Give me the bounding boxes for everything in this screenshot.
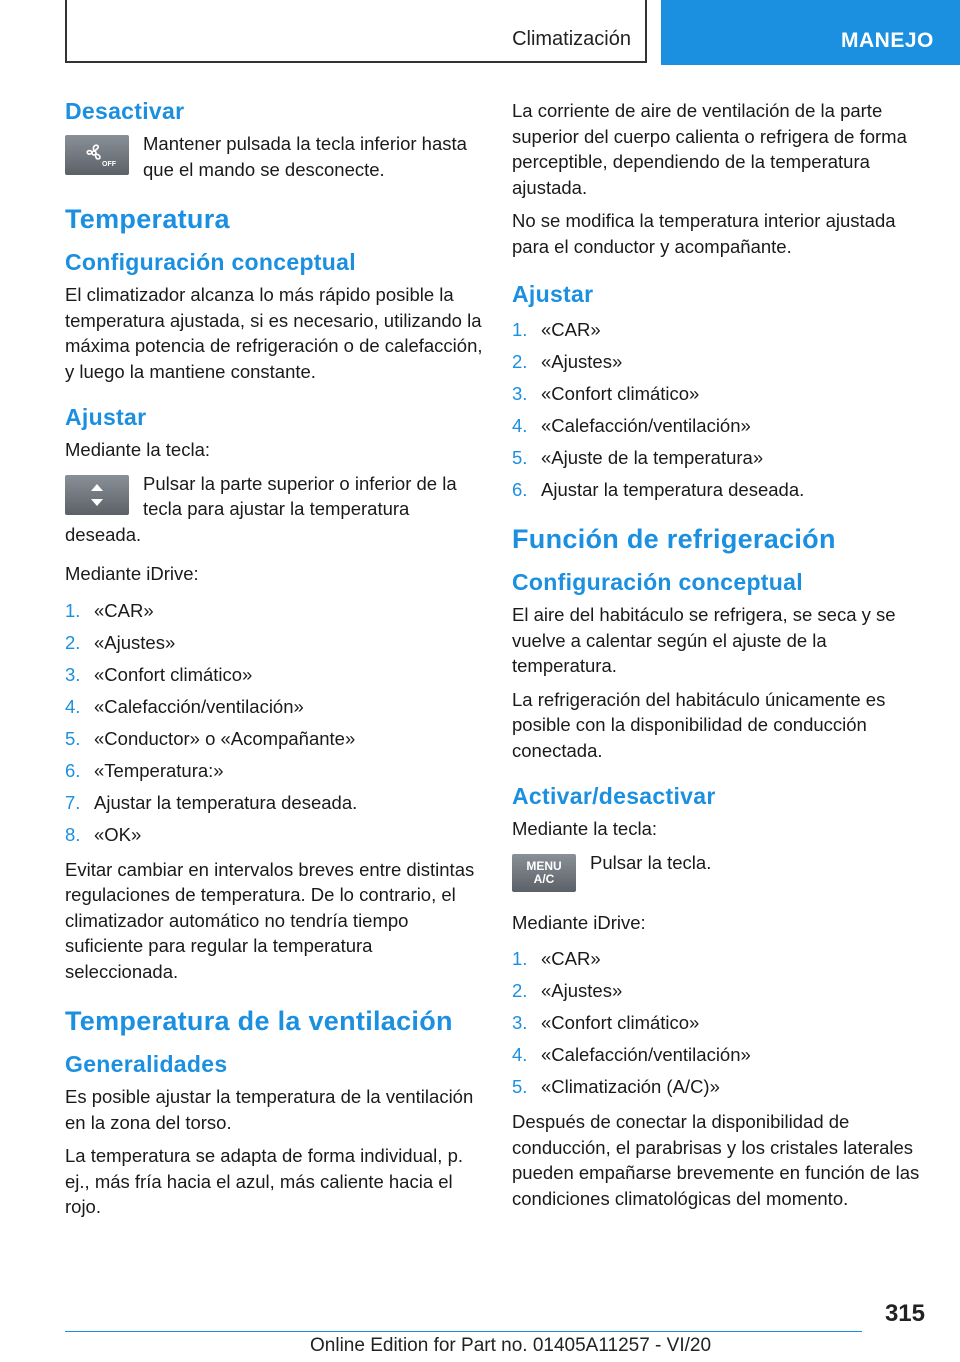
heading-ajustar: Ajustar bbox=[65, 404, 147, 430]
list-item: 4. «Calefacción/ventilación» bbox=[512, 1044, 751, 1065]
list-item: 5. «Ajuste de la temperatura» bbox=[512, 447, 764, 468]
list-item: 4. «Calefacción/ventilación» bbox=[65, 695, 304, 717]
refrig-config-text-2: La refrigeración del habitáculo únicamente es posible con la disponibilidad de conducción conectada. bbox=[512, 688, 886, 761]
mediante-idrive-label: Mediante iDrive: bbox=[65, 563, 199, 584]
list-item: 1. «CAR» bbox=[512, 948, 601, 969]
ajustar-steps-list bbox=[512, 314, 930, 506]
list-item: 1. «CAR» bbox=[512, 319, 601, 340]
heading-activar-desactivar: Activar/desactivar bbox=[512, 783, 716, 809]
generalidades-text-2: La temperatura se adapta de forma individual, p. ej., más fría hacia el azul, más caliente hacia el rojo. bbox=[65, 1145, 463, 1217]
up-down-arrow-key-icon bbox=[65, 475, 129, 515]
desactivar-text: Mantener pulsada la tecla inferior hasta que el mando se desconecte. bbox=[143, 133, 467, 180]
list-item: 2. «Ajustes» bbox=[512, 980, 623, 1001]
menu-ac-key-row bbox=[512, 850, 930, 900]
no-modifica-text: No se modifica la temperatura interior ajustada para el conductor y acompañante. bbox=[512, 210, 896, 257]
page-number: 315 bbox=[884, 1300, 925, 1327]
refrig-config-text-1: El aire del habitáculo se refrigera, se seca y se vuelve a calentar según el ajuste de la temperatura. bbox=[512, 604, 896, 676]
list-item: 2. «Ajustes» bbox=[512, 351, 623, 372]
activar-steps-list bbox=[512, 943, 930, 1103]
corriente-text: La corriente de aire de ventilación de la parte superior del cuerpo calienta o refrigera de forma perceptible, dependiendo de la temperatura ajustada. bbox=[512, 100, 907, 198]
fan-off-key-icon bbox=[65, 135, 129, 175]
tecla-text: Pulsar la parte superior o inferior de la tecla para ajustar la temperatura deseada. bbox=[65, 472, 457, 545]
heading-temp-ventilacion: Temperatura de la ventilación bbox=[65, 1006, 453, 1036]
heading-funcion-refrigeracion: Función de refrigeración bbox=[512, 524, 836, 554]
list-item: 4. «Calefacción/ventilación» bbox=[512, 415, 751, 436]
fan-off-key-row bbox=[65, 131, 483, 182]
temp-key-row bbox=[65, 471, 483, 548]
heading-temperatura: Temperatura bbox=[65, 204, 230, 234]
evitar-text: Evitar cambiar en intervalos breves entre distintas regulaciones de temperatura. De lo contrario, el climatizador automático no tendría tiempo suficiente para regular la temperatura seleccionada. bbox=[65, 858, 475, 982]
generalidades-text-1: Es posible ajustar la temperatura de la ventilación en la zona del torso. bbox=[65, 1086, 474, 1133]
chapter-tab[interactable] bbox=[661, 0, 960, 65]
header-frame bbox=[65, 0, 647, 63]
mediante-tecla-label: Mediante la tecla: bbox=[65, 439, 211, 460]
list-item: 3. «Confort climático» bbox=[512, 383, 700, 404]
chapter-tab-label: MANEJO bbox=[841, 29, 934, 52]
pulsar-tecla-text: Pulsar la tecla. bbox=[590, 851, 712, 873]
list-item: 1. «CAR» bbox=[65, 599, 154, 621]
footer-divider bbox=[65, 1331, 862, 1332]
footer-edition: Online Edition for Part no. 01405A11257 - VI/20 bbox=[310, 1335, 712, 1356]
idrive-steps-list bbox=[65, 595, 483, 851]
left-column bbox=[65, 98, 483, 1228]
list-item: 3. «Confort climático» bbox=[65, 663, 253, 685]
section-title: Climatización bbox=[512, 28, 631, 50]
heading-ajustar-right: Ajustar bbox=[512, 281, 594, 307]
heading-config-conceptual-right: Configuración conceptual bbox=[512, 569, 803, 595]
despues-text: Después de conectar la disponibilidad de conducción, el parabrisas y los cristales laterales pueden empañarse brevemente en función de las condiciones climatológicas del momento. bbox=[512, 1111, 920, 1209]
list-item: 6. «Temperatura:» bbox=[65, 759, 224, 781]
list-item: 2. «Ajustes» bbox=[65, 631, 176, 653]
list-item: 7. Ajustar la temperatura deseada. bbox=[65, 791, 358, 813]
heading-config-conceptual: Configuración conceptual bbox=[65, 249, 356, 275]
list-item: 3. «Confort climático» bbox=[512, 1012, 700, 1033]
mediante-tecla-label-right: Mediante la tecla: bbox=[512, 818, 658, 839]
right-column bbox=[512, 98, 930, 1219]
heading-desactivar: Desactivar bbox=[65, 98, 185, 124]
list-item: 5. «Climatización (A/C)» bbox=[512, 1076, 720, 1097]
list-item: 8. «OK» bbox=[65, 823, 142, 845]
config-text: El climatizador alcanza lo más rápido posible la temperatura ajustada, si es necesario, utilizando la máxima potencia de refrigeración o de calefacción, y luego la mantiene constante. bbox=[65, 284, 483, 382]
svg-text:OFF: OFF bbox=[102, 161, 116, 168]
mediante-idrive-label-right: Mediante iDrive: bbox=[512, 911, 646, 933]
list-item: 5. «Conductor» o «Acompañante» bbox=[65, 727, 356, 749]
list-item: 6. Ajustar la temperatura deseada. bbox=[512, 479, 805, 500]
menu-ac-key-icon: MENU A/C bbox=[512, 854, 576, 892]
heading-generalidades: Generalidades bbox=[65, 1051, 228, 1077]
